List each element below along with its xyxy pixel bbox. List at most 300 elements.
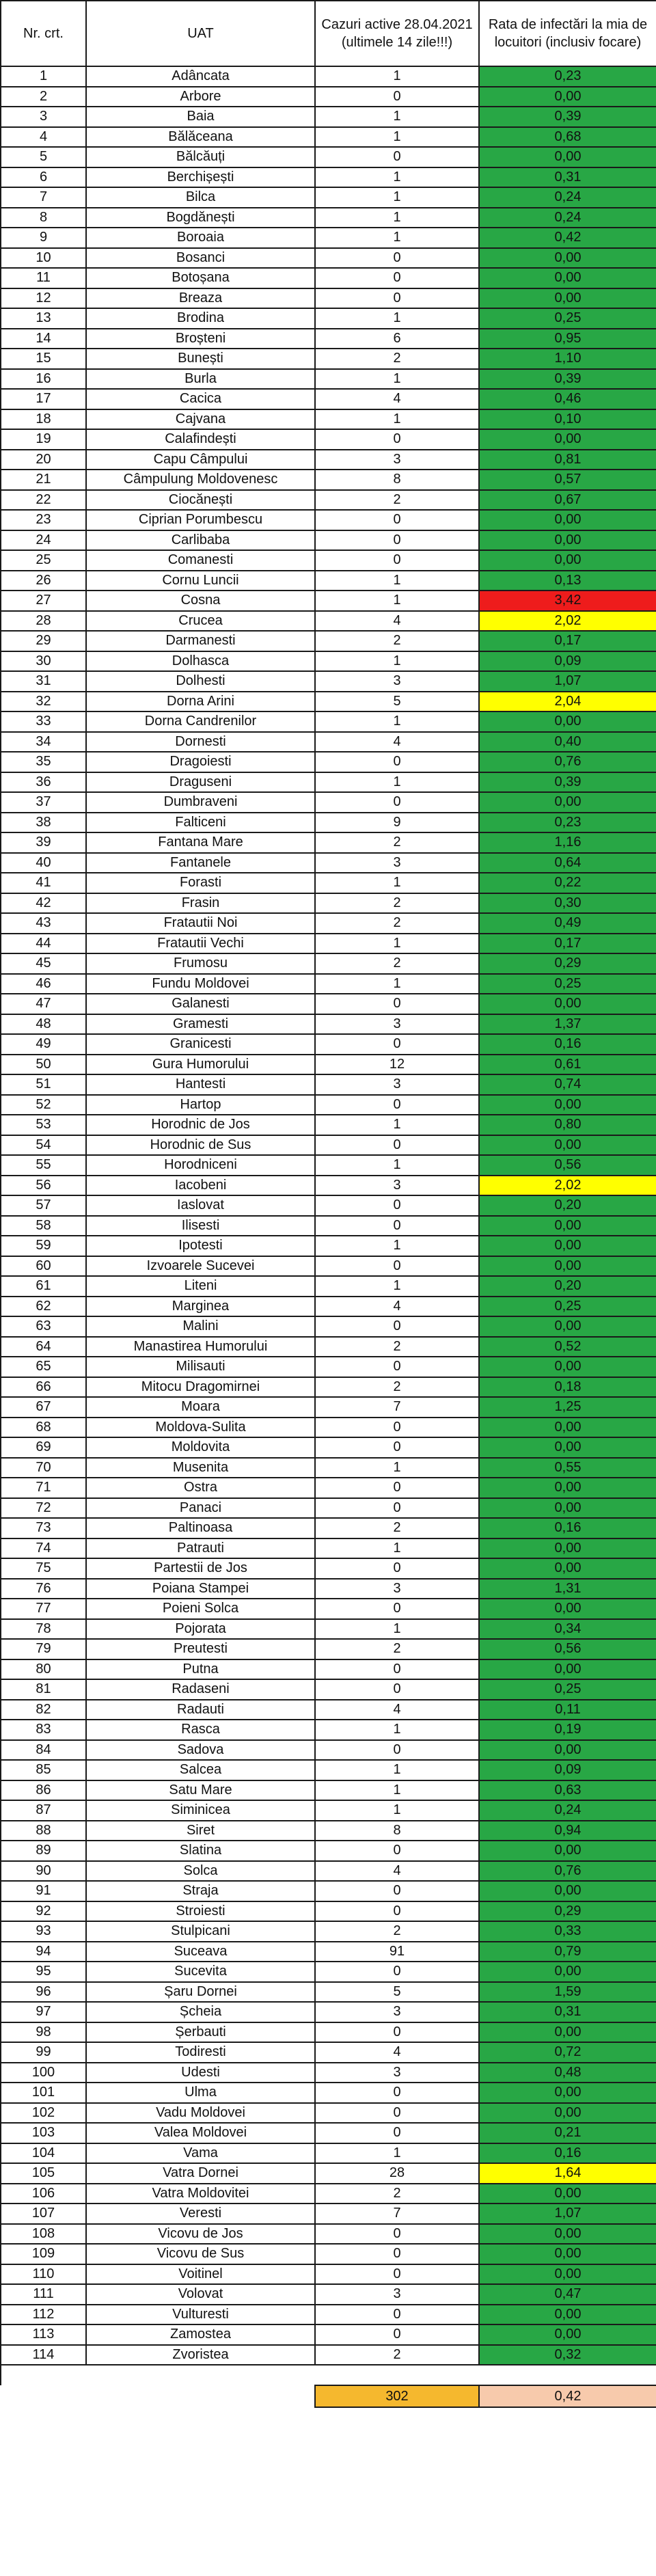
row-number: 24 [1,530,86,551]
infection-rate: 0,52 [479,1337,656,1357]
row-number: 15 [1,349,86,369]
table-row [1,389,656,409]
table-row [1,208,656,228]
table-row [1,1558,656,1579]
row-number: 34 [1,732,86,753]
uat-name: Vicovu de Sus [86,2244,315,2264]
infection-rate: 0,00 [479,248,656,269]
table-row [1,1337,656,1357]
uat-name: Sucevita [86,1962,315,1982]
table-row [1,1478,656,1498]
active-cases: 0 [315,1881,479,1901]
uat-name: Poiana Stampei [86,1579,315,1599]
infection-rate: 0,00 [479,2103,656,2124]
active-cases: 0 [315,429,479,450]
active-cases: 0 [315,2103,479,2124]
infection-rate: 0,56 [479,1155,656,1176]
active-cases: 2 [315,2345,479,2365]
uat-name: Vadu Moldovei [86,2103,315,2124]
uat-name: Fantanele [86,853,315,873]
infection-rate: 0,94 [479,1821,656,1841]
table-row [1,1397,656,1418]
table-row [1,1518,656,1538]
row-number: 81 [1,1679,86,1700]
uat-name: Volovat [86,2284,315,2305]
table-row [1,1418,656,1438]
active-cases: 1 [315,1720,479,1740]
row-number: 83 [1,1720,86,1740]
infection-rate: 0,00 [479,1659,656,1680]
row-number: 75 [1,1558,86,1579]
infection-rate: 0,00 [479,1841,656,1861]
active-cases: 0 [315,1316,479,1337]
infection-rate: 1,25 [479,1397,656,1418]
uat-name: Milisauti [86,1357,315,1377]
uat-name: Musenita [86,1458,315,1478]
active-cases: 2 [315,631,479,651]
uat-name: Malini [86,1316,315,1337]
active-cases: 0 [315,994,479,1014]
infection-rate: 0,40 [479,732,656,753]
uat-name: Frumosu [86,953,315,974]
uat-name: Gura Humorului [86,1055,315,1075]
row-number: 69 [1,1437,86,1458]
row-number: 9 [1,228,86,248]
active-cases: 0 [315,2224,479,2245]
active-cases: 28 [315,2163,479,2184]
table-row [1,1821,656,1841]
row-number: 52 [1,1095,86,1115]
active-cases: 0 [315,1135,479,1156]
row-number: 25 [1,550,86,571]
uat-name: Carlibaba [86,530,315,551]
uat-name: Zamostea [86,2324,315,2345]
uat-name: Berchișești [86,167,315,188]
row-number: 30 [1,651,86,672]
table-row [1,1316,656,1337]
row-number: 45 [1,953,86,974]
row-number: 36 [1,772,86,793]
active-cases: 1 [315,873,479,893]
table-row [1,1236,656,1256]
active-cases: 0 [315,2123,479,2143]
infection-rate: 0,34 [479,1619,656,1640]
row-number: 21 [1,470,86,490]
table-row [1,772,656,793]
active-cases: 0 [315,248,479,269]
active-cases: 0 [315,288,479,309]
active-cases: 1 [315,187,479,208]
active-cases: 2 [315,913,479,934]
infection-rate: 0,00 [479,550,656,571]
row-number: 48 [1,1014,86,1035]
row-number: 111 [1,2284,86,2305]
active-cases: 5 [315,692,479,712]
uat-name: Horodnic de Jos [86,1115,315,1135]
uat-name: Fratautii Noi [86,913,315,934]
table-row [1,2284,656,2305]
uat-name: Patrauti [86,1538,315,1559]
active-cases: 0 [315,1558,479,1579]
row-number: 3 [1,107,86,127]
infection-rate: 0,00 [479,1095,656,1115]
active-cases: 0 [315,2083,479,2103]
uat-name: Capu Câmpului [86,450,315,470]
infection-rate: 1,07 [479,671,656,692]
uat-name: Bunești [86,349,315,369]
row-number: 89 [1,1841,86,1861]
row-number: 87 [1,1800,86,1821]
row-number: 73 [1,1518,86,1538]
row-number: 16 [1,369,86,390]
uat-name: Gramesti [86,1014,315,1035]
row-number: 17 [1,389,86,409]
infection-rate: 2,02 [479,611,656,632]
row-number: 10 [1,248,86,269]
infection-rate: 0,48 [479,2063,656,2083]
infection-rate: 0,00 [479,2264,656,2285]
active-cases: 8 [315,1821,479,1841]
table-row [1,1740,656,1761]
row-number: 98 [1,2022,86,2043]
row-number: 60 [1,1256,86,1277]
infection-rate: 0,09 [479,1760,656,1780]
table-row [1,1800,656,1821]
infection-rate: 0,00 [479,2305,656,2325]
infection-rate: 0,00 [479,1357,656,1377]
table-row [1,510,656,530]
row-number: 72 [1,1498,86,1519]
table-body [1,66,656,2365]
table-row [1,127,656,148]
row-number: 54 [1,1135,86,1156]
infection-rate: 0,61 [479,1055,656,1075]
row-number: 32 [1,692,86,712]
uat-name: Iaslovat [86,1195,315,1216]
infection-rate: 0,18 [479,1377,656,1398]
uat-name: Șerbauti [86,2022,315,2043]
table-row [1,631,656,651]
infection-rate: 0,39 [479,369,656,390]
infection-rate: 0,25 [479,974,656,994]
row-number: 5 [1,147,86,167]
active-cases: 0 [315,1095,479,1115]
active-cases: 1 [315,2143,479,2164]
row-number: 63 [1,1316,86,1337]
infection-rate: 1,31 [479,1579,656,1599]
table-row [1,2083,656,2103]
uat-name: Siret [86,1821,315,1841]
row-number: 99 [1,2042,86,2063]
table-row [1,732,656,753]
active-cases: 1 [315,1236,479,1256]
uat-name: Comanesti [86,550,315,571]
uat-name: Valea Moldovei [86,2123,315,2143]
uat-name: Radaseni [86,1679,315,1700]
infection-rate: 0,72 [479,2042,656,2063]
row-number: 94 [1,1942,86,1962]
table-row [1,1942,656,1962]
table-row [1,228,656,248]
row-number: 33 [1,711,86,732]
table-row [1,107,656,127]
table-row [1,1437,656,1458]
table-row [1,329,656,349]
active-cases: 1 [315,167,479,188]
table-row [1,1074,656,1095]
uat-name: Dorna Arini [86,692,315,712]
infection-rate: 0,13 [479,571,656,591]
uat-name: Horodniceni [86,1155,315,1176]
active-cases: 1 [315,1458,479,1478]
row-number: 96 [1,1982,86,2003]
row-number: 92 [1,1901,86,1922]
infection-rate: 3,42 [479,591,656,611]
uat-name: Falticeni [86,813,315,833]
table-row [1,2224,656,2245]
uat-name: Moara [86,1397,315,1418]
table-row [1,349,656,369]
active-cases: 0 [315,1357,479,1377]
table-row [1,853,656,873]
uat-name: Granicesti [86,1034,315,1055]
uat-name: Cosna [86,591,315,611]
table-row [1,147,656,167]
row-number: 88 [1,1821,86,1841]
infection-rate: 0,56 [479,1639,656,1659]
row-number: 91 [1,1881,86,1901]
infection-rate: 0,00 [479,1478,656,1498]
active-cases: 1 [315,1155,479,1176]
infection-rate: 0,25 [479,1679,656,1700]
table-row [1,974,656,994]
active-cases: 2 [315,1377,479,1398]
infection-rate: 0,76 [479,1861,656,1882]
active-cases: 1 [315,571,479,591]
row-number: 62 [1,1297,86,1317]
uat-name: Burla [86,369,315,390]
table-row [1,913,656,934]
uat-name: Ostra [86,1478,315,1498]
uat-name: Stulpicani [86,1921,315,1942]
active-cases: 1 [315,208,479,228]
uat-name: Vulturesti [86,2305,315,2325]
uat-name: Sadova [86,1740,315,1761]
uat-name: Vicovu de Jos [86,2224,315,2245]
uat-name: Șcheia [86,2002,315,2022]
uat-name: Todiresti [86,2042,315,2063]
table-row [1,1659,656,1680]
row-number: 14 [1,329,86,349]
table-row [1,429,656,450]
infection-rate: 0,16 [479,1034,656,1055]
row-number: 7 [1,187,86,208]
active-cases: 3 [315,2063,479,2083]
infection-rate: 0,17 [479,934,656,954]
row-number: 6 [1,167,86,188]
active-cases: 4 [315,611,479,632]
row-number: 114 [1,2345,86,2365]
uat-name: Satu Mare [86,1780,315,1801]
infection-rate: 0,00 [479,1962,656,1982]
table-row [1,1679,656,1700]
table-row [1,2244,656,2264]
row-number: 78 [1,1619,86,1640]
infection-rate: 0,00 [479,1498,656,1519]
uat-name: Calafindești [86,429,315,450]
infection-rate: 0,10 [479,409,656,430]
table-row [1,1458,656,1478]
active-cases: 2 [315,1337,479,1357]
active-cases: 1 [315,369,479,390]
row-number: 97 [1,2002,86,2022]
active-cases: 1 [315,1800,479,1821]
row-number: 95 [1,1962,86,1982]
row-number: 37 [1,792,86,813]
row-number: 4 [1,127,86,148]
infection-rate: 0,00 [479,2224,656,2245]
uat-name: Marginea [86,1297,315,1317]
row-number: 71 [1,1478,86,1498]
infection-rate: 0,21 [479,2123,656,2143]
uat-name: Botoșana [86,268,315,288]
table-row [1,1195,656,1216]
infection-rate: 0,00 [479,1256,656,1277]
table-row [1,2103,656,2124]
uat-name: Bosanci [86,248,315,269]
uat-name: Udesti [86,2063,315,2083]
uat-name: Mitocu Dragomirnei [86,1377,315,1398]
infection-rate: 0,00 [479,2184,656,2204]
row-number: 65 [1,1357,86,1377]
table-row [1,2204,656,2224]
row-number: 109 [1,2244,86,2264]
uat-name: Dorna Candrenilor [86,711,315,732]
infection-rate: 0,00 [479,288,656,309]
uat-name: Ipotesti [86,1236,315,1256]
infection-rate: 0,80 [479,1115,656,1135]
infection-rate: 0,00 [479,1437,656,1458]
active-cases: 4 [315,2042,479,2063]
table-row [1,752,656,772]
infection-rate: 0,00 [479,2022,656,2043]
uat-name: Bălăceana [86,127,315,148]
table-row [1,1599,656,1619]
uat-name: Salcea [86,1760,315,1780]
active-cases: 2 [315,953,479,974]
uat-name: Bogdănești [86,208,315,228]
active-cases: 1 [315,1760,479,1780]
active-cases: 3 [315,2002,479,2022]
infection-rate: 0,67 [479,490,656,511]
table-row [1,288,656,309]
uat-name: Panaci [86,1498,315,1519]
active-cases: 3 [315,1176,479,1196]
uat-name: Ciprian Porumbescu [86,510,315,530]
active-cases: 9 [315,813,479,833]
active-cases: 0 [315,1418,479,1438]
active-cases: 0 [315,268,479,288]
active-cases: 2 [315,2184,479,2204]
table-row [1,1982,656,2003]
active-cases: 0 [315,2305,479,2325]
infection-rate: 0,79 [479,1942,656,1962]
table-row [1,66,656,87]
infection-rate: 0,09 [479,651,656,672]
uat-name: Câmpulung Moldovenesc [86,470,315,490]
uat-name: Veresti [86,2204,315,2224]
uat-name: Rasca [86,1720,315,1740]
row-number: 41 [1,873,86,893]
uat-name: Broșteni [86,329,315,349]
uat-name: Cornu Luncii [86,571,315,591]
uat-name: Ilisesti [86,1216,315,1236]
infection-rate: 0,32 [479,2345,656,2365]
uat-name: Pojorata [86,1619,315,1640]
active-cases: 2 [315,832,479,853]
table-row [1,450,656,470]
infection-rate: 0,19 [479,1720,656,1740]
uat-name: Vatra Moldovitei [86,2184,315,2204]
active-cases: 4 [315,1700,479,1720]
row-number: 46 [1,974,86,994]
uat-name: Ciocănești [86,490,315,511]
uat-name: Moldovita [86,1437,315,1458]
infection-rate: 1,16 [479,832,656,853]
uat-name: Hartop [86,1095,315,1115]
active-cases: 3 [315,1014,479,1035]
active-cases: 1 [315,1115,479,1135]
uat-name: Poieni Solca [86,1599,315,1619]
table-row [1,1538,656,1559]
table-row [1,1176,656,1196]
row-number: 64 [1,1337,86,1357]
infection-rate: 0,00 [479,147,656,167]
row-number: 35 [1,752,86,772]
row-number: 82 [1,1700,86,1720]
table-row [1,671,656,692]
row-number: 58 [1,1216,86,1236]
active-cases: 0 [315,1195,479,1216]
uat-name: Brodina [86,308,315,329]
infection-rate: 0,39 [479,772,656,793]
active-cases: 0 [315,1901,479,1922]
row-number: 12 [1,288,86,309]
active-cases: 3 [315,1074,479,1095]
row-number: 18 [1,409,86,430]
totals-row [1,2385,656,2407]
infection-rate: 0,68 [479,127,656,148]
row-number: 113 [1,2324,86,2345]
table-row [1,1095,656,1115]
infection-rate: 0,24 [479,208,656,228]
table-row [1,1921,656,1942]
row-number: 2 [1,87,86,107]
infection-rate: 0,16 [479,1518,656,1538]
spacer-row [1,2365,656,2385]
uat-name: Straja [86,1881,315,1901]
table-row [1,530,656,551]
active-cases: 91 [315,1942,479,1962]
uat-name: Liteni [86,1276,315,1297]
table-row [1,934,656,954]
infection-rate: 0,00 [479,1558,656,1579]
active-cases: 1 [315,409,479,430]
row-number: 1 [1,66,86,87]
row-number: 31 [1,671,86,692]
table-row [1,611,656,632]
infection-rate: 0,00 [479,87,656,107]
